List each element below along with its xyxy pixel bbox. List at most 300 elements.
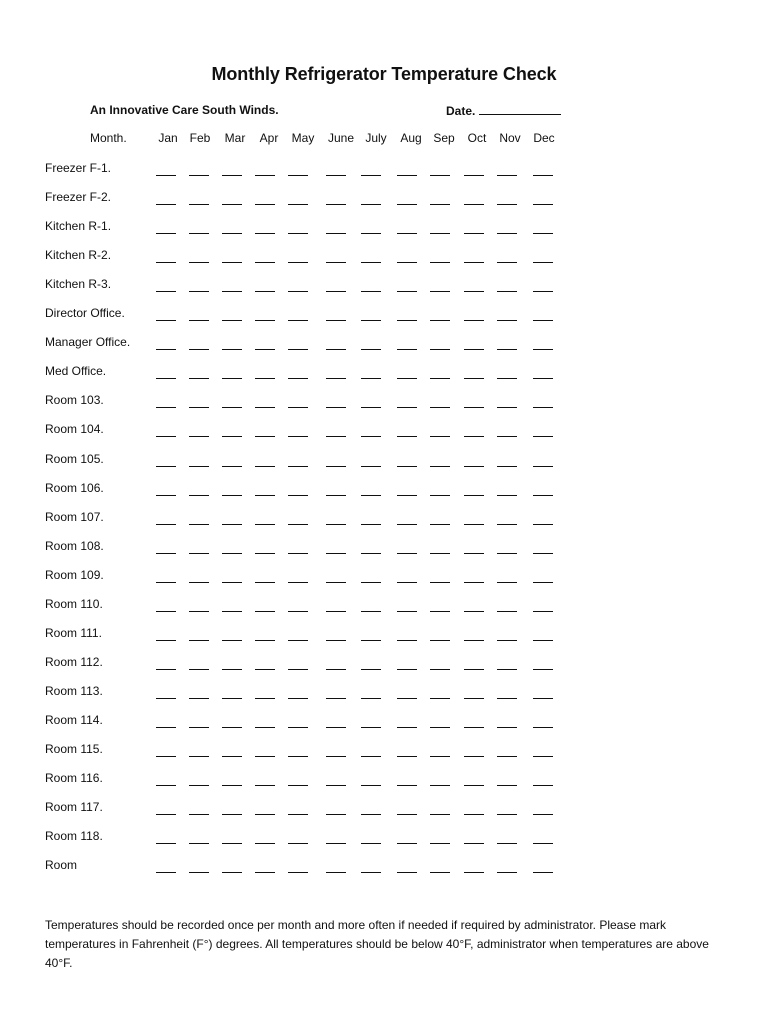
temperature-entry-blank[interactable] — [288, 640, 308, 641]
temperature-entry-blank[interactable] — [222, 495, 242, 496]
temperature-entry-blank[interactable] — [533, 524, 553, 525]
temperature-entry-blank[interactable] — [222, 640, 242, 641]
temperature-entry-blank[interactable] — [464, 175, 484, 176]
temperature-entry-blank[interactable] — [255, 698, 275, 699]
temperature-entry-blank[interactable] — [430, 843, 450, 844]
temperature-entry-blank[interactable] — [222, 843, 242, 844]
temperature-entry-blank[interactable] — [326, 320, 346, 321]
temperature-entry-blank[interactable] — [397, 233, 417, 234]
temperature-entry-blank[interactable] — [255, 436, 275, 437]
temperature-entry-blank[interactable] — [288, 727, 308, 728]
temperature-entry-blank[interactable] — [288, 175, 308, 176]
temperature-entry-blank[interactable] — [222, 175, 242, 176]
temperature-entry-blank[interactable] — [156, 320, 176, 321]
temperature-entry-blank[interactable] — [326, 524, 346, 525]
temperature-entry-blank[interactable] — [255, 814, 275, 815]
temperature-entry-blank[interactable] — [464, 756, 484, 757]
temperature-entry-blank[interactable] — [397, 553, 417, 554]
temperature-entry-blank[interactable] — [222, 756, 242, 757]
temperature-entry-blank[interactable] — [361, 262, 381, 263]
temperature-entry-blank[interactable] — [326, 378, 346, 379]
temperature-entry-blank[interactable] — [255, 233, 275, 234]
temperature-entry-blank[interactable] — [255, 349, 275, 350]
temperature-entry-blank[interactable] — [288, 669, 308, 670]
temperature-entry-blank[interactable] — [189, 669, 209, 670]
temperature-entry-blank[interactable] — [288, 698, 308, 699]
temperature-entry-blank[interactable] — [189, 291, 209, 292]
temperature-entry-blank[interactable] — [288, 233, 308, 234]
temperature-entry-blank[interactable] — [533, 756, 553, 757]
temperature-entry-blank[interactable] — [397, 436, 417, 437]
temperature-entry-blank[interactable] — [255, 727, 275, 728]
temperature-entry-blank[interactable] — [326, 436, 346, 437]
temperature-entry-blank[interactable] — [533, 320, 553, 321]
temperature-entry-blank[interactable] — [397, 466, 417, 467]
temperature-entry-blank[interactable] — [288, 785, 308, 786]
temperature-entry-blank[interactable] — [361, 785, 381, 786]
temperature-entry-blank[interactable] — [156, 669, 176, 670]
temperature-entry-blank[interactable] — [497, 466, 517, 467]
temperature-entry-blank[interactable] — [189, 582, 209, 583]
temperature-entry-blank[interactable] — [255, 378, 275, 379]
temperature-entry-blank[interactable] — [189, 175, 209, 176]
temperature-entry-blank[interactable] — [189, 814, 209, 815]
temperature-entry-blank[interactable] — [533, 291, 553, 292]
temperature-entry-blank[interactable] — [361, 872, 381, 873]
temperature-entry-blank[interactable] — [361, 727, 381, 728]
temperature-entry-blank[interactable] — [156, 204, 176, 205]
temperature-entry-blank[interactable] — [464, 611, 484, 612]
temperature-entry-blank[interactable] — [326, 291, 346, 292]
temperature-entry-blank[interactable] — [156, 582, 176, 583]
temperature-entry-blank[interactable] — [497, 698, 517, 699]
temperature-entry-blank[interactable] — [430, 524, 450, 525]
temperature-entry-blank[interactable] — [497, 814, 517, 815]
temperature-entry-blank[interactable] — [464, 814, 484, 815]
temperature-entry-blank[interactable] — [189, 378, 209, 379]
temperature-entry-blank[interactable] — [397, 756, 417, 757]
temperature-entry-blank[interactable] — [533, 785, 553, 786]
temperature-entry-blank[interactable] — [222, 727, 242, 728]
temperature-entry-blank[interactable] — [326, 756, 346, 757]
temperature-entry-blank[interactable] — [533, 698, 553, 699]
temperature-entry-blank[interactable] — [189, 204, 209, 205]
temperature-entry-blank[interactable] — [497, 843, 517, 844]
temperature-entry-blank[interactable] — [397, 378, 417, 379]
temperature-entry-blank[interactable] — [497, 785, 517, 786]
temperature-entry-blank[interactable] — [361, 349, 381, 350]
temperature-entry-blank[interactable] — [326, 843, 346, 844]
temperature-entry-blank[interactable] — [255, 262, 275, 263]
temperature-entry-blank[interactable] — [326, 872, 346, 873]
temperature-entry-blank[interactable] — [326, 814, 346, 815]
temperature-entry-blank[interactable] — [156, 727, 176, 728]
temperature-entry-blank[interactable] — [189, 872, 209, 873]
temperature-entry-blank[interactable] — [288, 378, 308, 379]
temperature-entry-blank[interactable] — [255, 872, 275, 873]
temperature-entry-blank[interactable] — [255, 785, 275, 786]
temperature-entry-blank[interactable] — [288, 466, 308, 467]
temperature-entry-blank[interactable] — [361, 756, 381, 757]
temperature-entry-blank[interactable] — [222, 233, 242, 234]
temperature-entry-blank[interactable] — [156, 349, 176, 350]
temperature-entry-blank[interactable] — [397, 262, 417, 263]
temperature-entry-blank[interactable] — [397, 698, 417, 699]
temperature-entry-blank[interactable] — [464, 524, 484, 525]
temperature-entry-blank[interactable] — [255, 611, 275, 612]
temperature-entry-blank[interactable] — [464, 785, 484, 786]
temperature-entry-blank[interactable] — [255, 553, 275, 554]
temperature-entry-blank[interactable] — [326, 611, 346, 612]
temperature-entry-blank[interactable] — [222, 611, 242, 612]
temperature-entry-blank[interactable] — [497, 204, 517, 205]
temperature-entry-blank[interactable] — [156, 524, 176, 525]
temperature-entry-blank[interactable] — [397, 291, 417, 292]
temperature-entry-blank[interactable] — [222, 204, 242, 205]
temperature-entry-blank[interactable] — [397, 204, 417, 205]
temperature-entry-blank[interactable] — [361, 233, 381, 234]
temperature-entry-blank[interactable] — [156, 553, 176, 554]
temperature-entry-blank[interactable] — [156, 262, 176, 263]
temperature-entry-blank[interactable] — [533, 640, 553, 641]
temperature-entry-blank[interactable] — [189, 553, 209, 554]
temperature-entry-blank[interactable] — [222, 785, 242, 786]
temperature-entry-blank[interactable] — [156, 872, 176, 873]
temperature-entry-blank[interactable] — [189, 698, 209, 699]
temperature-entry-blank[interactable] — [326, 349, 346, 350]
temperature-entry-blank[interactable] — [430, 378, 450, 379]
temperature-entry-blank[interactable] — [326, 175, 346, 176]
temperature-entry-blank[interactable] — [156, 233, 176, 234]
temperature-entry-blank[interactable] — [326, 640, 346, 641]
temperature-entry-blank[interactable] — [255, 204, 275, 205]
temperature-entry-blank[interactable] — [430, 436, 450, 437]
temperature-entry-blank[interactable] — [464, 262, 484, 263]
temperature-entry-blank[interactable] — [189, 320, 209, 321]
temperature-entry-blank[interactable] — [397, 611, 417, 612]
temperature-entry-blank[interactable] — [189, 436, 209, 437]
temperature-entry-blank[interactable] — [497, 233, 517, 234]
temperature-entry-blank[interactable] — [361, 495, 381, 496]
temperature-entry-blank[interactable] — [326, 727, 346, 728]
temperature-entry-blank[interactable] — [222, 872, 242, 873]
temperature-entry-blank[interactable] — [189, 727, 209, 728]
temperature-entry-blank[interactable] — [255, 495, 275, 496]
temperature-entry-blank[interactable] — [397, 640, 417, 641]
temperature-entry-blank[interactable] — [222, 553, 242, 554]
temperature-entry-blank[interactable] — [497, 640, 517, 641]
temperature-entry-blank[interactable] — [361, 524, 381, 525]
temperature-entry-blank[interactable] — [430, 553, 450, 554]
temperature-entry-blank[interactable] — [255, 843, 275, 844]
temperature-entry-blank[interactable] — [189, 466, 209, 467]
temperature-entry-blank[interactable] — [156, 640, 176, 641]
temperature-entry-blank[interactable] — [361, 669, 381, 670]
temperature-entry-blank[interactable] — [326, 553, 346, 554]
temperature-entry-blank[interactable] — [397, 524, 417, 525]
temperature-entry-blank[interactable] — [361, 320, 381, 321]
temperature-entry-blank[interactable] — [464, 407, 484, 408]
temperature-entry-blank[interactable] — [222, 524, 242, 525]
temperature-entry-blank[interactable] — [464, 640, 484, 641]
temperature-entry-blank[interactable] — [326, 204, 346, 205]
temperature-entry-blank[interactable] — [430, 611, 450, 612]
temperature-entry-blank[interactable] — [397, 814, 417, 815]
temperature-entry-blank[interactable] — [156, 378, 176, 379]
temperature-entry-blank[interactable] — [397, 669, 417, 670]
temperature-entry-blank[interactable] — [430, 669, 450, 670]
temperature-entry-blank[interactable] — [255, 640, 275, 641]
temperature-entry-blank[interactable] — [397, 582, 417, 583]
temperature-entry-blank[interactable] — [189, 407, 209, 408]
temperature-entry-blank[interactable] — [288, 262, 308, 263]
temperature-entry-blank[interactable] — [397, 407, 417, 408]
temperature-entry-blank[interactable] — [430, 466, 450, 467]
temperature-entry-blank[interactable] — [222, 814, 242, 815]
temperature-entry-blank[interactable] — [397, 495, 417, 496]
temperature-entry-blank[interactable] — [255, 756, 275, 757]
temperature-entry-blank[interactable] — [156, 756, 176, 757]
temperature-entry-blank[interactable] — [156, 611, 176, 612]
temperature-entry-blank[interactable] — [497, 756, 517, 757]
temperature-entry-blank[interactable] — [288, 843, 308, 844]
temperature-entry-blank[interactable] — [288, 320, 308, 321]
temperature-entry-blank[interactable] — [464, 872, 484, 873]
temperature-entry-blank[interactable] — [156, 785, 176, 786]
temperature-entry-blank[interactable] — [326, 262, 346, 263]
temperature-entry-blank[interactable] — [189, 611, 209, 612]
temperature-entry-blank[interactable] — [397, 175, 417, 176]
temperature-entry-blank[interactable] — [288, 291, 308, 292]
temperature-entry-blank[interactable] — [497, 872, 517, 873]
temperature-entry-blank[interactable] — [430, 320, 450, 321]
temperature-entry-blank[interactable] — [222, 669, 242, 670]
temperature-entry-blank[interactable] — [464, 204, 484, 205]
temperature-entry-blank[interactable] — [361, 378, 381, 379]
temperature-entry-blank[interactable] — [288, 436, 308, 437]
temperature-entry-blank[interactable] — [430, 785, 450, 786]
temperature-entry-blank[interactable] — [533, 378, 553, 379]
temperature-entry-blank[interactable] — [156, 436, 176, 437]
temperature-entry-blank[interactable] — [255, 320, 275, 321]
temperature-entry-blank[interactable] — [497, 378, 517, 379]
temperature-entry-blank[interactable] — [464, 727, 484, 728]
temperature-entry-blank[interactable] — [189, 233, 209, 234]
temperature-entry-blank[interactable] — [430, 407, 450, 408]
temperature-entry-blank[interactable] — [361, 611, 381, 612]
temperature-entry-blank[interactable] — [361, 698, 381, 699]
temperature-entry-blank[interactable] — [430, 495, 450, 496]
temperature-entry-blank[interactable] — [397, 785, 417, 786]
temperature-entry-blank[interactable] — [156, 175, 176, 176]
temperature-entry-blank[interactable] — [156, 407, 176, 408]
temperature-entry-blank[interactable] — [497, 436, 517, 437]
temperature-entry-blank[interactable] — [497, 727, 517, 728]
temperature-entry-blank[interactable] — [156, 466, 176, 467]
temperature-entry-blank[interactable] — [497, 582, 517, 583]
temperature-entry-blank[interactable] — [326, 466, 346, 467]
temperature-entry-blank[interactable] — [497, 495, 517, 496]
temperature-entry-blank[interactable] — [222, 407, 242, 408]
temperature-entry-blank[interactable] — [497, 349, 517, 350]
temperature-entry-blank[interactable] — [533, 843, 553, 844]
temperature-entry-blank[interactable] — [430, 698, 450, 699]
temperature-entry-blank[interactable] — [288, 611, 308, 612]
temperature-entry-blank[interactable] — [156, 698, 176, 699]
temperature-entry-blank[interactable] — [497, 669, 517, 670]
temperature-entry-blank[interactable] — [361, 553, 381, 554]
temperature-entry-blank[interactable] — [222, 349, 242, 350]
temperature-entry-blank[interactable] — [464, 843, 484, 844]
temperature-entry-blank[interactable] — [288, 582, 308, 583]
temperature-entry-blank[interactable] — [497, 262, 517, 263]
temperature-entry-blank[interactable] — [255, 582, 275, 583]
temperature-entry-blank[interactable] — [361, 814, 381, 815]
temperature-entry-blank[interactable] — [361, 204, 381, 205]
temperature-entry-blank[interactable] — [189, 640, 209, 641]
temperature-entry-blank[interactable] — [397, 872, 417, 873]
temperature-entry-blank[interactable] — [497, 407, 517, 408]
temperature-entry-blank[interactable] — [189, 262, 209, 263]
temperature-entry-blank[interactable] — [189, 495, 209, 496]
temperature-entry-blank[interactable] — [156, 291, 176, 292]
temperature-entry-blank[interactable] — [222, 466, 242, 467]
temperature-entry-blank[interactable] — [464, 669, 484, 670]
temperature-entry-blank[interactable] — [430, 291, 450, 292]
temperature-entry-blank[interactable] — [326, 669, 346, 670]
temperature-entry-blank[interactable] — [222, 262, 242, 263]
temperature-entry-blank[interactable] — [430, 640, 450, 641]
temperature-entry-blank[interactable] — [497, 291, 517, 292]
temperature-entry-blank[interactable] — [430, 727, 450, 728]
temperature-entry-blank[interactable] — [430, 175, 450, 176]
temperature-entry-blank[interactable] — [533, 553, 553, 554]
temperature-entry-blank[interactable] — [288, 495, 308, 496]
date-blank[interactable] — [479, 103, 561, 115]
temperature-entry-blank[interactable] — [397, 727, 417, 728]
temperature-entry-blank[interactable] — [464, 349, 484, 350]
temperature-entry-blank[interactable] — [397, 349, 417, 350]
temperature-entry-blank[interactable] — [255, 466, 275, 467]
temperature-entry-blank[interactable] — [533, 872, 553, 873]
temperature-entry-blank[interactable] — [533, 436, 553, 437]
temperature-entry-blank[interactable] — [464, 698, 484, 699]
temperature-entry-blank[interactable] — [361, 466, 381, 467]
temperature-entry-blank[interactable] — [222, 698, 242, 699]
temperature-entry-blank[interactable] — [464, 495, 484, 496]
temperature-entry-blank[interactable] — [533, 582, 553, 583]
temperature-entry-blank[interactable] — [222, 320, 242, 321]
temperature-entry-blank[interactable] — [533, 669, 553, 670]
temperature-entry-blank[interactable] — [430, 872, 450, 873]
temperature-entry-blank[interactable] — [361, 640, 381, 641]
temperature-entry-blank[interactable] — [533, 233, 553, 234]
temperature-entry-blank[interactable] — [430, 582, 450, 583]
temperature-entry-blank[interactable] — [288, 349, 308, 350]
temperature-entry-blank[interactable] — [533, 349, 553, 350]
temperature-entry-blank[interactable] — [255, 291, 275, 292]
temperature-entry-blank[interactable] — [430, 756, 450, 757]
temperature-entry-blank[interactable] — [189, 756, 209, 757]
temperature-entry-blank[interactable] — [361, 291, 381, 292]
temperature-entry-blank[interactable] — [361, 436, 381, 437]
temperature-entry-blank[interactable] — [189, 843, 209, 844]
temperature-entry-blank[interactable] — [464, 466, 484, 467]
temperature-entry-blank[interactable] — [533, 175, 553, 176]
temperature-entry-blank[interactable] — [430, 349, 450, 350]
temperature-entry-blank[interactable] — [288, 872, 308, 873]
temperature-entry-blank[interactable] — [255, 669, 275, 670]
temperature-entry-blank[interactable] — [430, 204, 450, 205]
temperature-entry-blank[interactable] — [326, 233, 346, 234]
temperature-entry-blank[interactable] — [533, 814, 553, 815]
temperature-entry-blank[interactable] — [497, 553, 517, 554]
temperature-entry-blank[interactable] — [326, 785, 346, 786]
temperature-entry-blank[interactable] — [464, 553, 484, 554]
temperature-entry-blank[interactable] — [497, 320, 517, 321]
temperature-entry-blank[interactable] — [464, 291, 484, 292]
temperature-entry-blank[interactable] — [288, 524, 308, 525]
temperature-entry-blank[interactable] — [430, 814, 450, 815]
temperature-entry-blank[interactable] — [430, 233, 450, 234]
temperature-entry-blank[interactable] — [255, 524, 275, 525]
temperature-entry-blank[interactable] — [533, 407, 553, 408]
temperature-entry-blank[interactable] — [464, 233, 484, 234]
temperature-entry-blank[interactable] — [189, 524, 209, 525]
temperature-entry-blank[interactable] — [288, 814, 308, 815]
temperature-entry-blank[interactable] — [222, 291, 242, 292]
temperature-entry-blank[interactable] — [222, 378, 242, 379]
temperature-entry-blank[interactable] — [156, 495, 176, 496]
temperature-entry-blank[interactable] — [533, 204, 553, 205]
temperature-entry-blank[interactable] — [533, 727, 553, 728]
temperature-entry-blank[interactable] — [464, 320, 484, 321]
temperature-entry-blank[interactable] — [361, 175, 381, 176]
temperature-entry-blank[interactable] — [156, 843, 176, 844]
temperature-entry-blank[interactable] — [397, 320, 417, 321]
temperature-entry-blank[interactable] — [189, 349, 209, 350]
temperature-entry-blank[interactable] — [288, 553, 308, 554]
temperature-entry-blank[interactable] — [497, 524, 517, 525]
temperature-entry-blank[interactable] — [222, 582, 242, 583]
temperature-entry-blank[interactable] — [326, 495, 346, 496]
temperature-entry-blank[interactable] — [464, 378, 484, 379]
temperature-entry-blank[interactable] — [255, 407, 275, 408]
temperature-entry-blank[interactable] — [288, 756, 308, 757]
temperature-entry-blank[interactable] — [326, 582, 346, 583]
temperature-entry-blank[interactable] — [361, 582, 381, 583]
temperature-entry-blank[interactable] — [288, 204, 308, 205]
temperature-entry-blank[interactable] — [533, 611, 553, 612]
temperature-entry-blank[interactable] — [430, 262, 450, 263]
temperature-entry-blank[interactable] — [361, 843, 381, 844]
temperature-entry-blank[interactable] — [189, 785, 209, 786]
temperature-entry-blank[interactable] — [397, 843, 417, 844]
temperature-entry-blank[interactable] — [326, 698, 346, 699]
temperature-entry-blank[interactable] — [222, 436, 242, 437]
temperature-entry-blank[interactable] — [156, 814, 176, 815]
temperature-entry-blank[interactable] — [533, 466, 553, 467]
temperature-entry-blank[interactable] — [326, 407, 346, 408]
temperature-entry-blank[interactable] — [361, 407, 381, 408]
temperature-entry-blank[interactable] — [533, 495, 553, 496]
temperature-entry-blank[interactable] — [255, 175, 275, 176]
temperature-entry-blank[interactable] — [497, 175, 517, 176]
temperature-entry-blank[interactable] — [533, 262, 553, 263]
temperature-entry-blank[interactable] — [464, 436, 484, 437]
temperature-entry-blank[interactable] — [497, 611, 517, 612]
temperature-entry-blank[interactable] — [464, 582, 484, 583]
